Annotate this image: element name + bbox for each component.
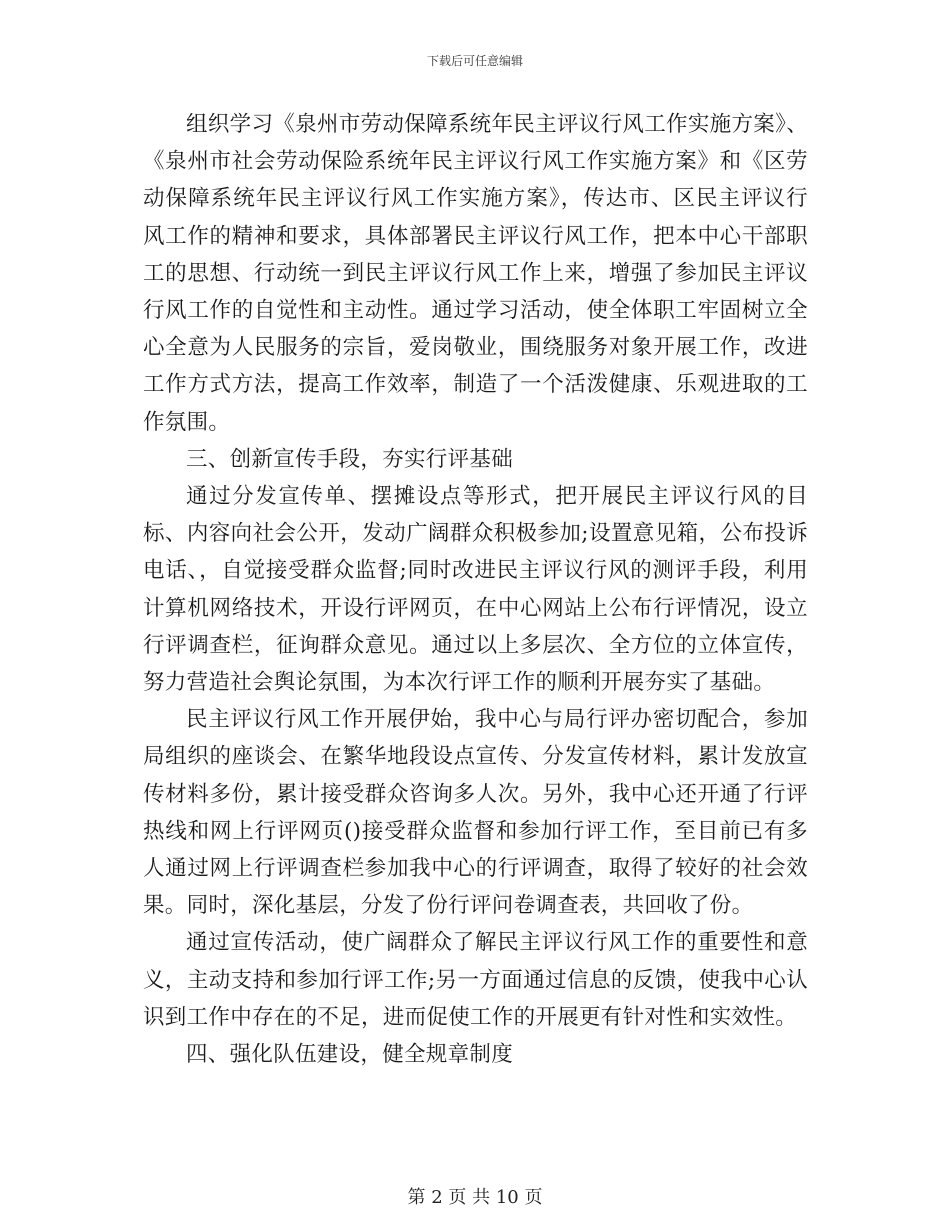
paragraph: 组织学习《泉州市劳动保障系统年民主评议行风工作实施方案》、《泉州市社会劳动保险系统年民主评议行风工作实施方案》和《区劳动保障系统年民主评议行风工作实施方案》，传达市、区民主评议行风工作的精神和要求，具体部署民主评议行风工作，把本中心干部职工的思想、行动统一到民主评议行风工作上来，增强了参加民主评议行风工作的自觉性和主动性。通过学习活动，使全体职工牢固树立全心全意为人民服务的宗旨，爱岗敬业，围绕服务对象开展工作，改进工作方式方法，提高工作效率，制造了一个活泼健康、乐观进取的工作氛围。 — [143, 112, 808, 435]
document-body — [143, 106, 808, 1073]
paragraph: 通过分发宣传单、摆摊设点等形式，把开展民主评议行风的目标、内容向社会公开，发动广阔群众积极参加;设置意见箱，公布投诉电话、，自觉接受群众监督;同时改进民主评议行风的测评手段，利用计算机网络技术，开设行评网页，在中心网站上公布行评情况，设立行评调查栏，征询群众意见。通过以上多层次、全方位的立体宣传，努力营造社会舆论氛围，为本次行评工作的顺利开展夯实了基础。 — [143, 484, 808, 696]
paragraph: 民主评议行风工作开展伊始，我中心与局行评办密切配合，参加局组织的座谈会、在繁华地段设点宣传、分发宣传材料，累计发放宣传材料多份，累计接受群众咨询多人次。另外，我中心还开通了行评热线和网上行评网页()接受群众监督和参加行评工作，至目前已有多人通过网上行评调查栏参加我中心的行评调查，取得了较好的社会效果。同时，深化基层，分发了份行评问卷调查表，共回收了份。 — [143, 707, 808, 919]
page-header: 下载后可任意编辑 — [426, 54, 523, 68]
section-heading: 四、强化队伍建设，健全规章制度 — [186, 1042, 514, 1068]
paragraph: 通过宣传活动，使广阔群众了解民主评议行风工作的重要性和意义，主动支持和参加行评工作;另一方面通过信息的反馈，使我中心认识到工作中存在的不足，进而促使工作的开展更有针对性和实效性。 — [143, 930, 808, 1030]
page-number-footer: 第 2 页 共 10 页 — [407, 1187, 543, 1208]
section-heading: 三、创新宣传手段，夯实行评基础 — [186, 446, 514, 472]
